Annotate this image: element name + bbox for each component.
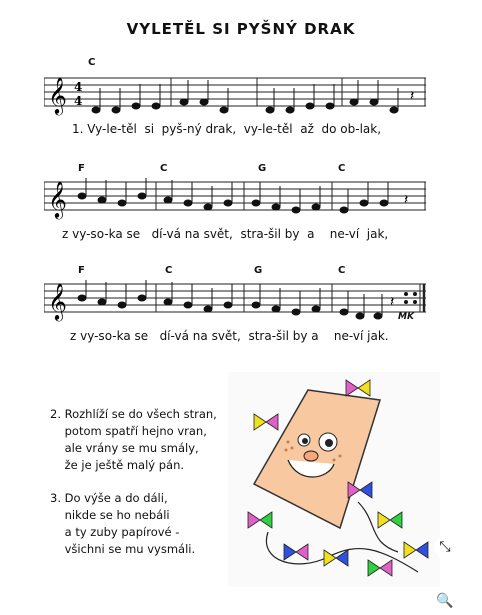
svg-text:4: 4	[74, 94, 83, 108]
music-staff-3	[44, 280, 426, 326]
lyrics-line-1: 1. Vy-le-těl si pyš-ný drak, vy-le-těl až do ob-lak,	[72, 122, 382, 136]
song-title: VYLETĚL SI PYŠNÝ DRAK	[126, 20, 356, 38]
verse-line: potom spatří hejno vran,	[50, 424, 207, 438]
verse-3	[50, 490, 195, 558]
author-initials: MK	[398, 312, 414, 322]
verse-line: 2. Rozhlíží se do všech stran,	[50, 407, 217, 421]
verse-line: 3. Do výše a do dáli,	[50, 491, 168, 505]
svg-text:𝄽: 𝄽	[404, 192, 409, 208]
svg-text:4: 4	[74, 80, 83, 94]
kite-illustration	[228, 372, 440, 587]
verse-line: že je ještě malý pán.	[50, 458, 185, 472]
svg-text:𝄞: 𝄞	[48, 282, 67, 320]
chord-g: G	[258, 163, 267, 174]
verse-line: a ty zuby papírové -	[50, 525, 180, 539]
lyrics-line-2: z vy-so-ka se dí-vá na svět, stra-šil by a ne-ví jak,	[62, 227, 389, 241]
verse-line: všichni se mu vysmáli.	[50, 542, 196, 556]
verse-line: nikde se ho nebáli	[50, 508, 170, 522]
verse-2	[50, 406, 217, 474]
svg-text:𝄽: 𝄽	[390, 294, 395, 310]
chord-g: G	[254, 265, 263, 276]
zoom-search-icon[interactable]: 🔍	[434, 590, 456, 612]
music-staff-2	[44, 178, 426, 224]
chord-c: C	[88, 57, 96, 68]
music-staff-1	[44, 74, 426, 120]
lyrics-line-3: z vy-so-ka se dí-vá na svět, stra-šil by a ne-ví jak.	[70, 329, 389, 343]
svg-text:𝄞: 𝄞	[48, 180, 67, 218]
chord-f: F	[78, 265, 85, 276]
chord-c: C	[338, 163, 346, 174]
verse-line: ale vrány se mu smály,	[50, 441, 199, 455]
chord-c: C	[338, 265, 346, 276]
svg-text:𝄞: 𝄞	[48, 76, 67, 114]
expand-icon[interactable]: ⤡	[434, 536, 456, 558]
svg-text:𝄽: 𝄽	[410, 88, 415, 104]
chord-f: F	[78, 163, 85, 174]
chord-c: C	[165, 265, 173, 276]
chord-c: C	[160, 163, 168, 174]
